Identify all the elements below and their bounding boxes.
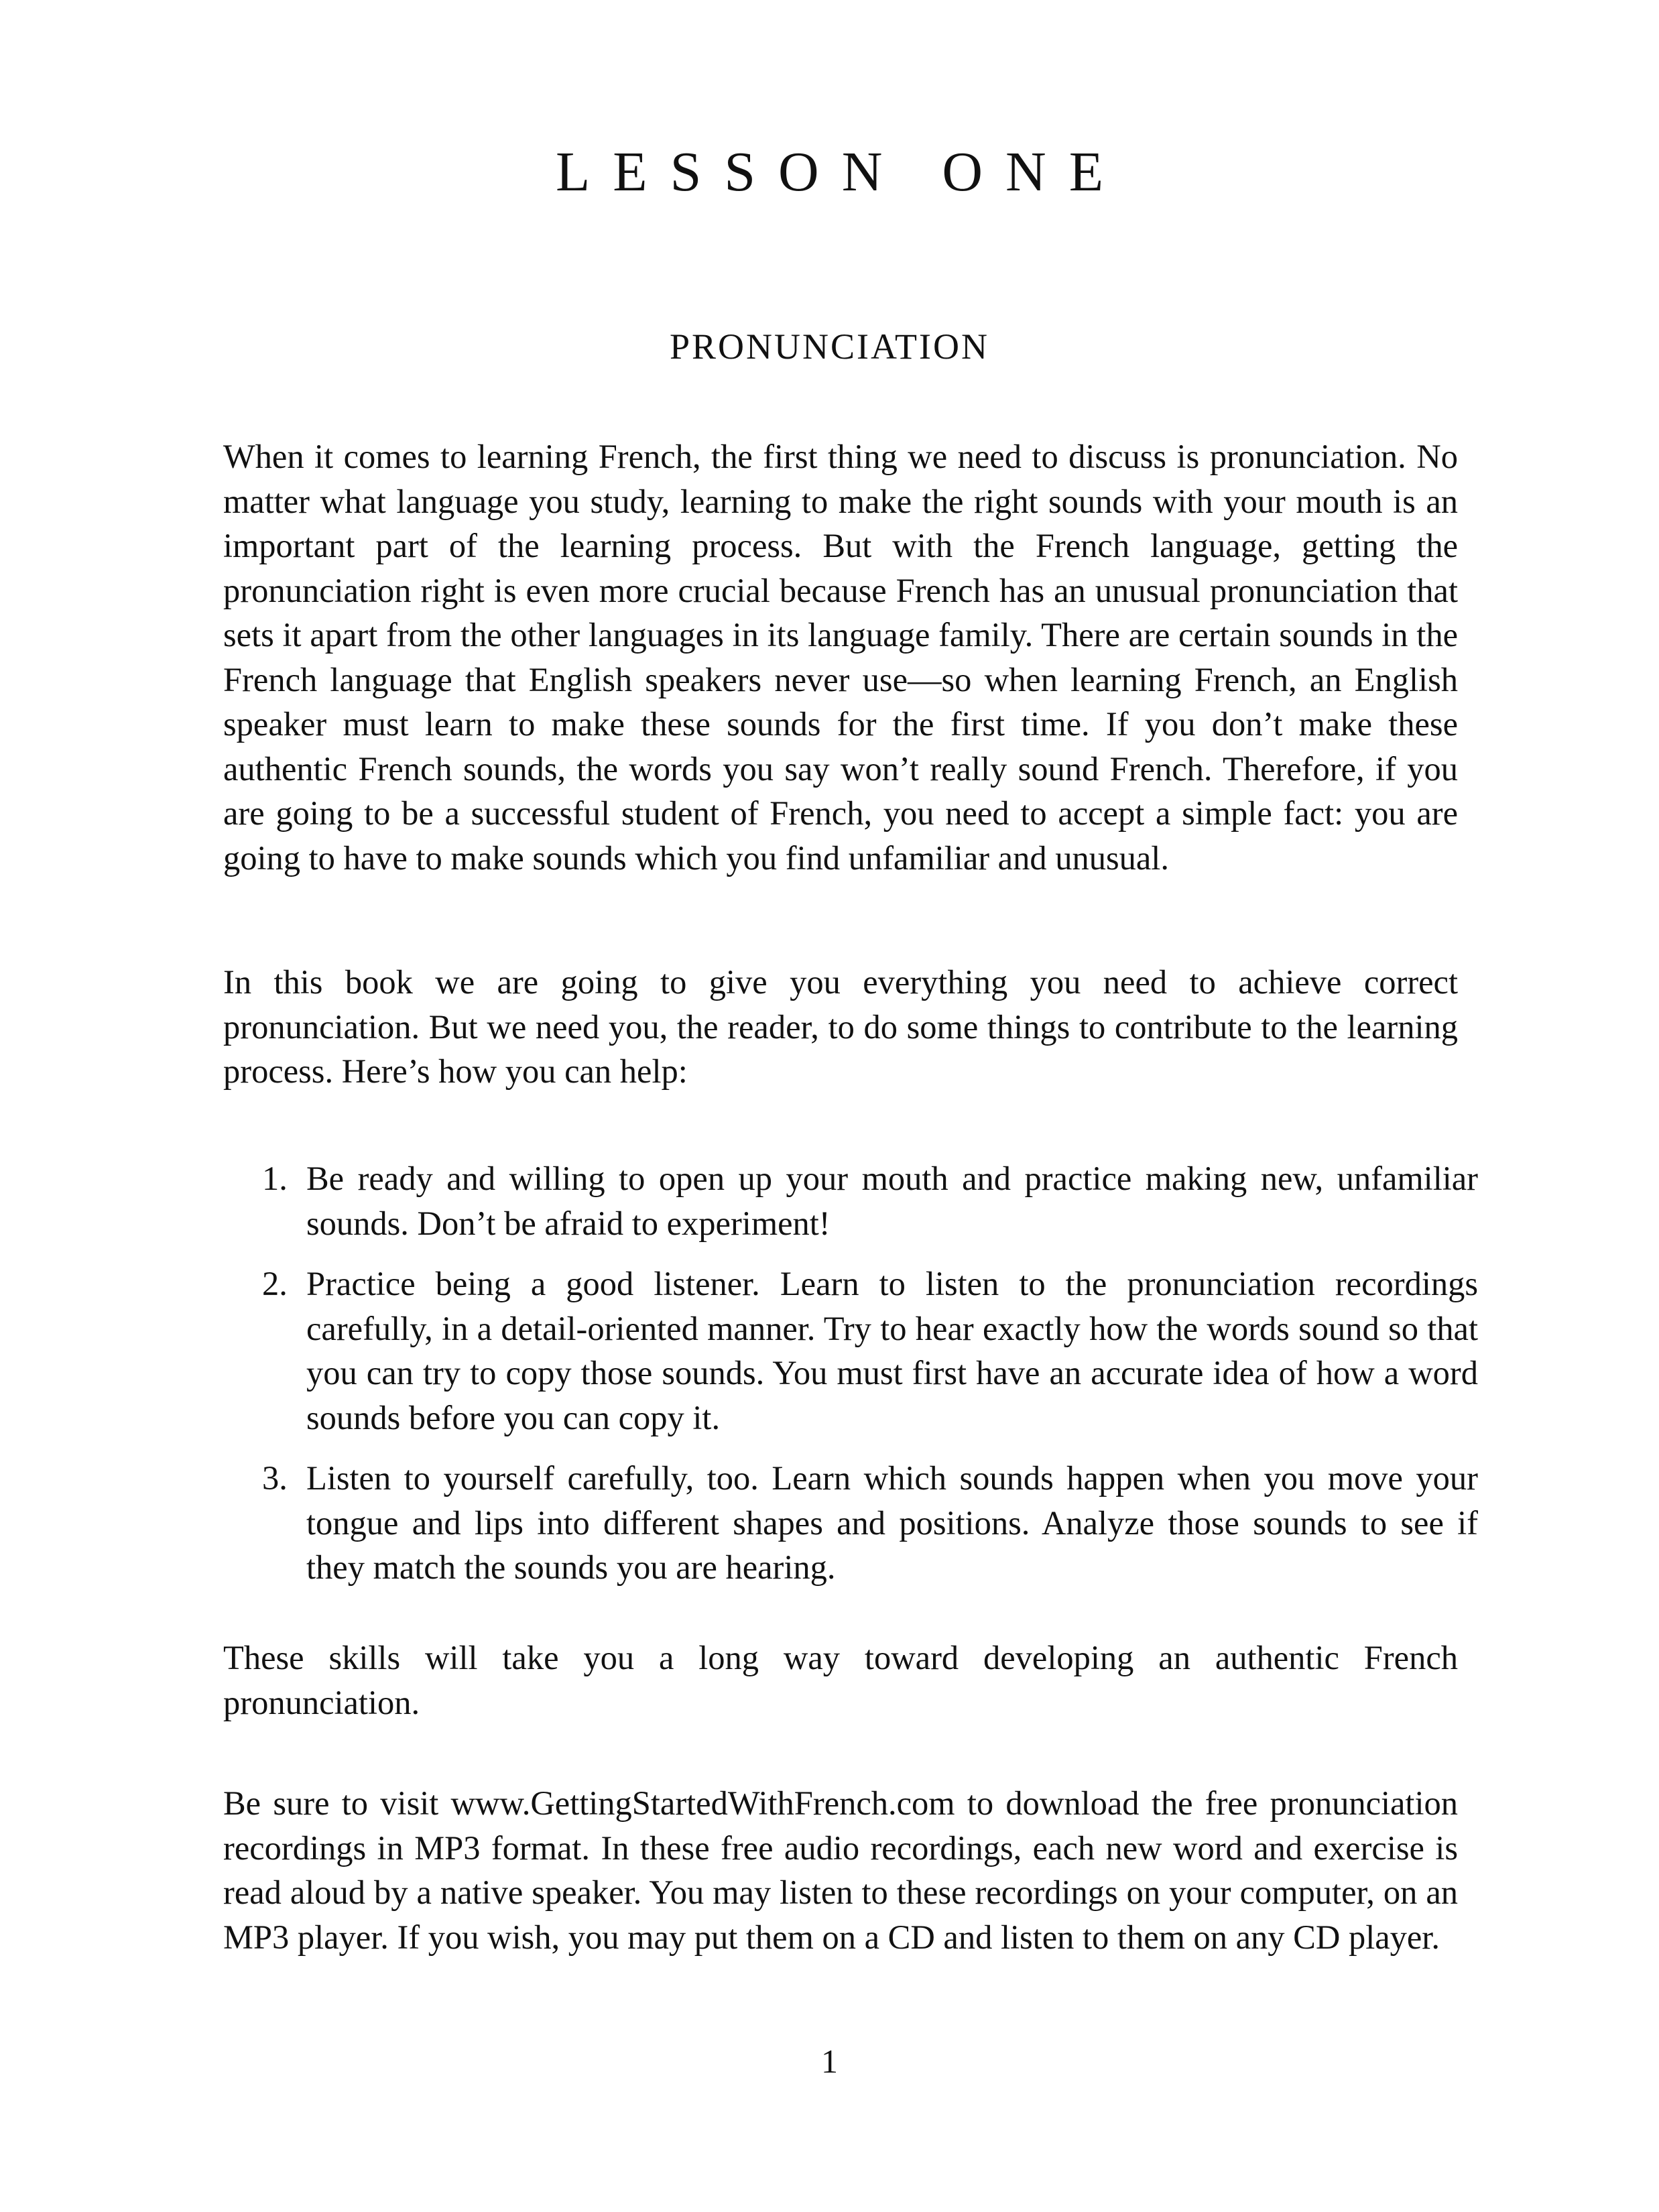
paragraph-skills: These skills will take you a long way toward developing an authentic French pronunciation. [223,1639,1458,1721]
paragraph-how-to-help: In this book we are going to give you everything you need to achieve correct pronunciation. But we need you, the reader, to do some things to contribute to the learning process. Here’s how you can help: [223,963,1458,1090]
page-number: 1 [821,2042,838,2080]
steps-list [223,1156,1478,1606]
chapter-title: LESSON ONE [555,141,1126,203]
paragraph-intro: When it comes to learning French, the first thing we need to discuss is pronunciation. No matter what language you study, learning to make the right sounds with your mouth is an important part of the learning process. But with the French language, getting the pronunciation right is even more crucial because French has an unusual pronunciation that sets it apart from the other languages in its language family. There are certain sounds in the French language that English speakers never use—so when learning French, an English speaker must learn to make these sounds for the first time. If you don’t make these authentic French sounds, the words you say won’t really sound French. Therefore, if you are going to be a successful student of French, you need to accept a simple fact: you are going to have to make sounds which you find unfamiliar and unusual. [223,438,1458,877]
paragraph-recordings: Be sure to visit www.GettingStartedWithFrench.com to download the free pronunciation recordings in MP3 format. In these free audio recordings, each new word and exercise is read aloud by a native speaker. You may listen to these recordings on your computer, on an MP3 player. If you wish, you may put them on a CD and listen to them on any CD player. [223,1784,1458,1956]
list-item-number: 1. [262,1160,288,1197]
list-item [223,1262,1478,1440]
section-title: PRONUNCIATION [669,326,989,367]
list-item-text: Practice being a good listener. Learn to listen to the pronunciation recordings carefully, in a detail-oriented manner. Try to hear exactly how the words sound so that you can try to copy those sounds. You must first have an accurate idea of how a word sounds before you can copy it. [306,1265,1478,1436]
list-item-text: Be ready and willing to open up your mouth and practice making new, unfamiliar sounds. Don’t be afraid to experiment! [306,1160,1478,1242]
list-item [223,1156,1478,1245]
list-item-number: 2. [262,1265,288,1302]
list-item [223,1456,1478,1590]
list-item-number: 3. [262,1459,288,1497]
list-item-text: Listen to yourself carefully, too. Learn which sounds happen when you move your tongue and lips into different shapes and positions. Analyze those sounds to see if they match the sounds you are hearing. [306,1459,1478,1586]
